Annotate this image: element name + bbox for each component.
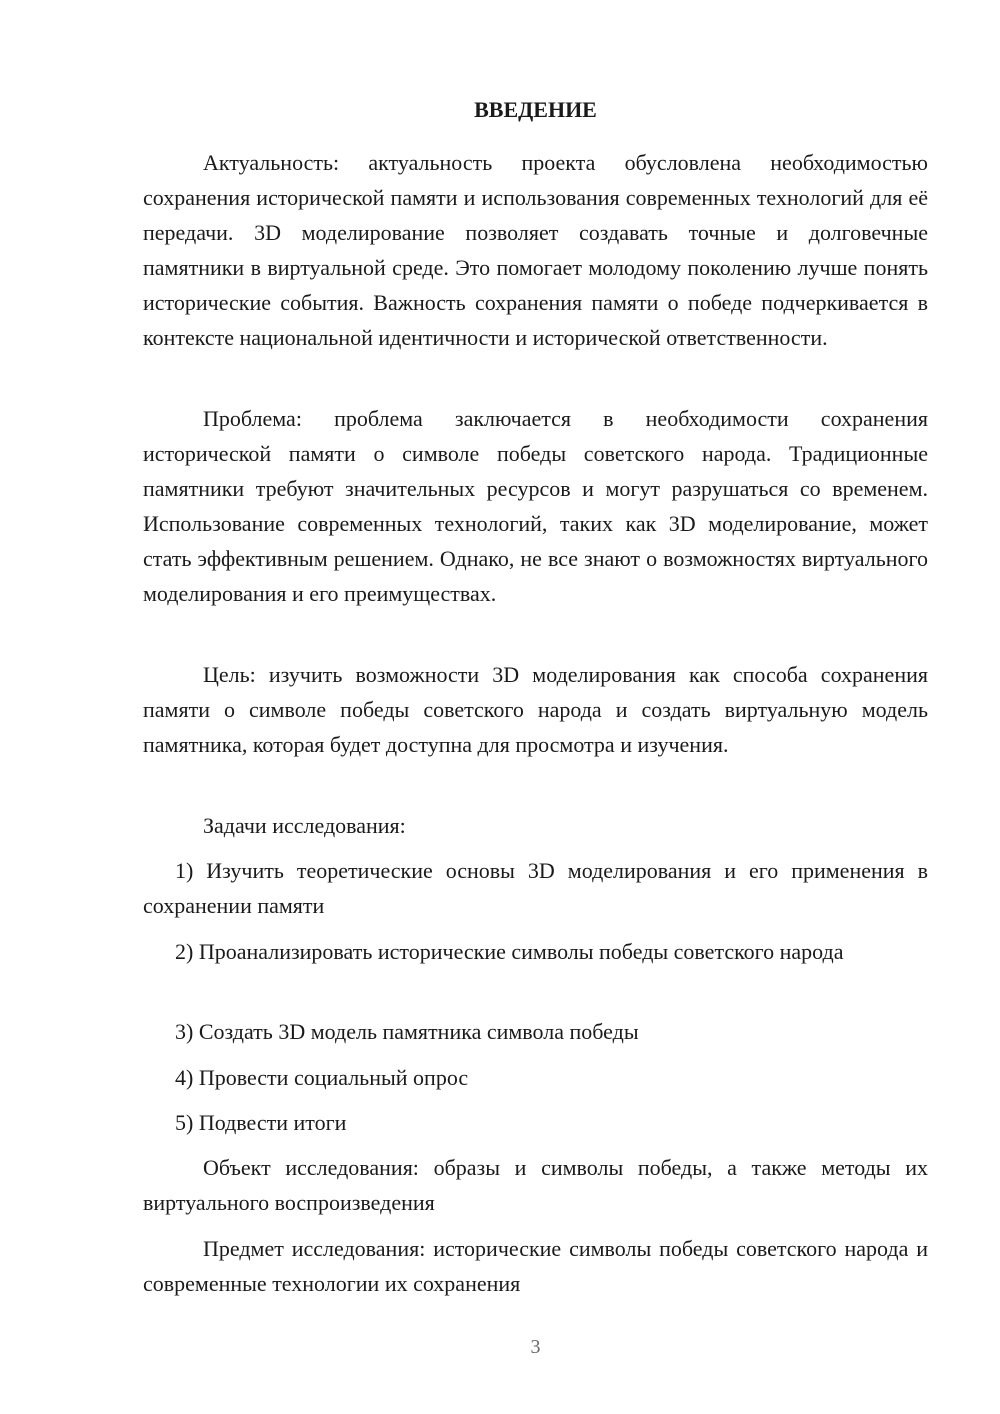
page-title: ВВЕДЕНИЕ	[474, 97, 597, 122]
tasks-heading: Задачи исследования:	[203, 813, 406, 838]
task-item-4: 4) Провести социальный опрос	[175, 1065, 469, 1090]
object-paragraph: Объект исследования: образы и символы победы, а также методы их виртуального воспроизведения	[143, 1155, 928, 1215]
page-number: 3	[530, 1336, 541, 1358]
problem-paragraph: Проблема: проблема заключается в необходимости сохранения исторической памяти о символе победы советского народа. Традиционные памятники требуют значительных ресурсов и могут разрушаться со временем. Использование современных технологий, таких как 3D моделирование, может стать эффективным решением. Однако, не все знают о возможностях виртуального моделирования и его преимуществах.	[143, 406, 928, 606]
task-item-3: 3) Создать 3D модель памятника символа победы	[175, 1019, 639, 1044]
task-item-2: 2) Проанализировать исторические символы победы советского народа	[175, 939, 844, 964]
subject-paragraph: Предмет исследования: исторические символы победы советского народа и современные технологии их сохранения	[143, 1236, 928, 1296]
task-item-1: 1) Изучить теоретические основы 3D моделирования и его применения в сохранении памяти	[143, 858, 928, 918]
goal-paragraph: Цель: изучить возможности 3D моделирования как способа сохранения памяти о символе победы советского народа и создать виртуальную модель памятника, которая будет доступна для просмотра и изучения.	[143, 662, 928, 757]
task-item-5: 5) Подвести итоги	[175, 1110, 347, 1135]
relevance-paragraph: Актуальность: актуальность проекта обусловлена необходимостью сохранения исторической памяти и использования современных технологий для её передачи. 3D моделирование позволяет создавать точные и долговечные памятники в виртуальной среде. Это помогает молодому поколению лучше понять исторические события. Важность сохранения памяти о победе подчеркивается в контексте национальной идентичности и исторической ответственности.	[143, 150, 928, 350]
